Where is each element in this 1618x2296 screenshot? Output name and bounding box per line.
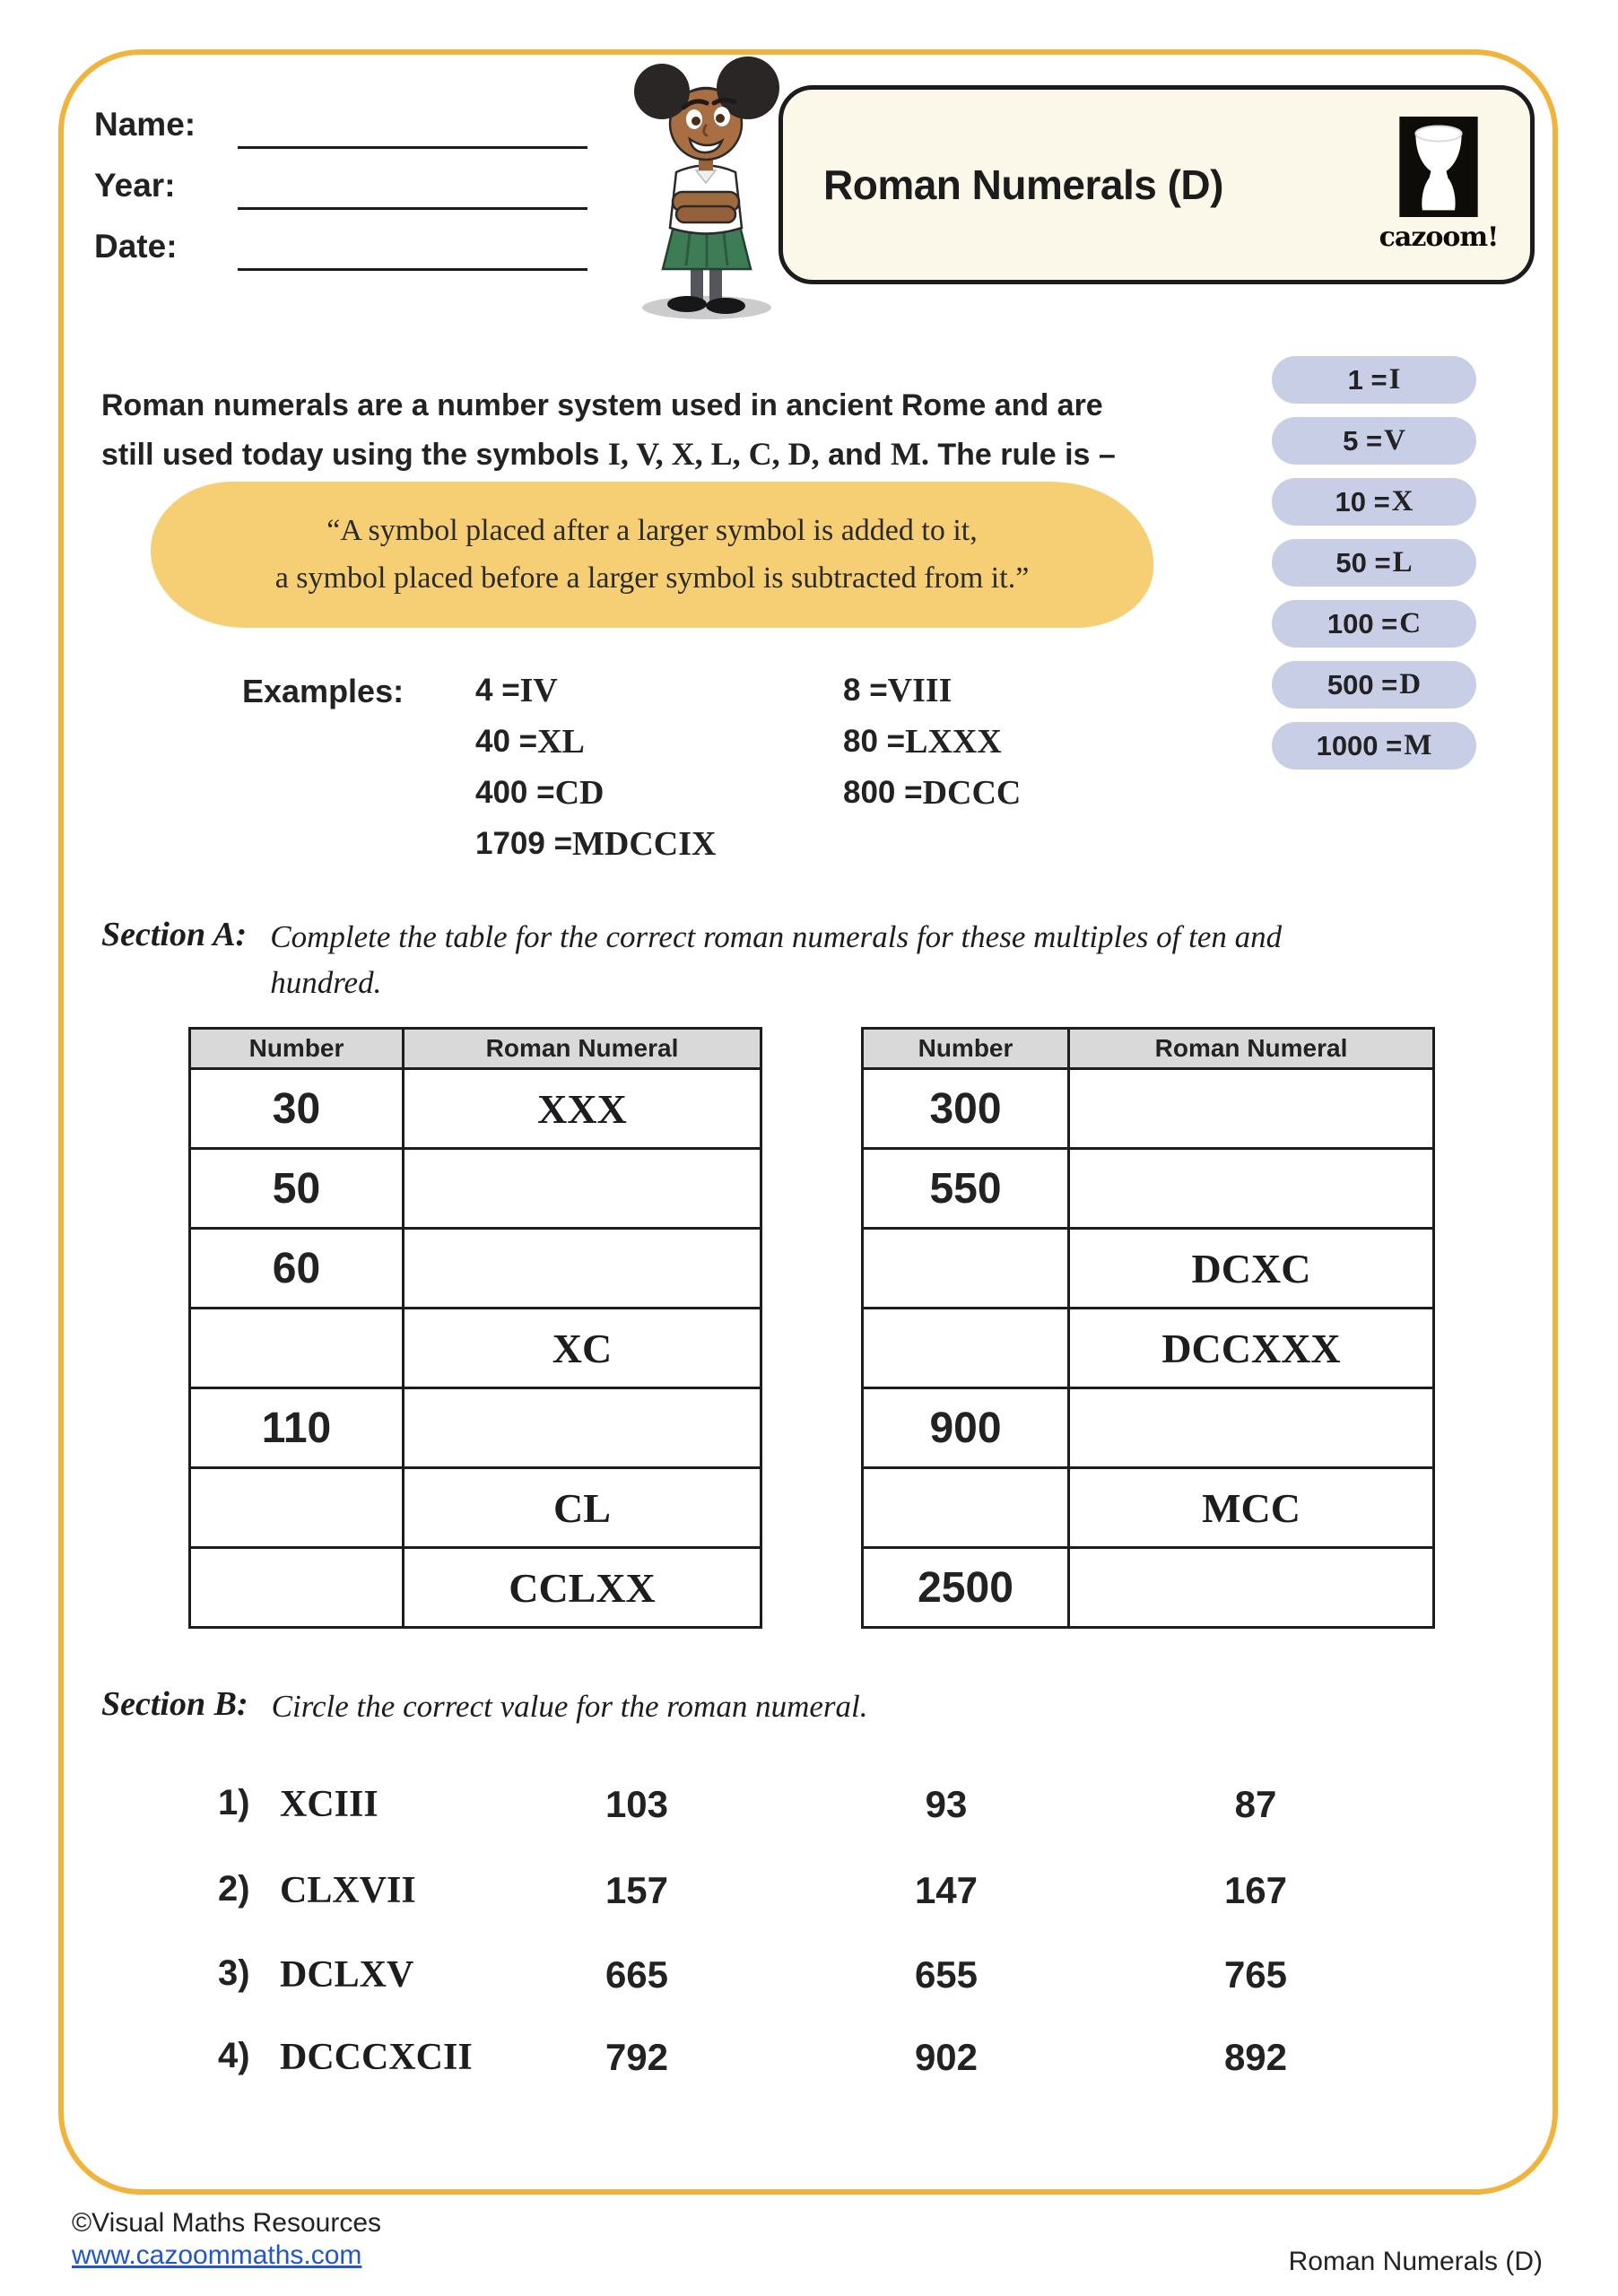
example-item: 80 = LXXX [843, 722, 1002, 761]
question-number: 3) [218, 1953, 250, 1993]
year-input-line[interactable] [238, 207, 587, 210]
examples-column-2 [843, 665, 1021, 818]
number-cell-blank[interactable] [863, 1468, 1069, 1548]
name-label: Name: [94, 106, 196, 143]
table-row [190, 1468, 761, 1548]
table-row [190, 1149, 761, 1229]
page-title: Roman Numerals (D) [823, 161, 1223, 208]
table-row [863, 1468, 1434, 1548]
roman-symbol-m: M. [890, 435, 929, 472]
roman-cell-blank[interactable] [1069, 1149, 1434, 1229]
roman-cell: DCXC [1069, 1229, 1434, 1309]
value-key-pill-50: 50 = L [1272, 539, 1476, 587]
number-cell: 900 [863, 1388, 1069, 1468]
date-input-line[interactable] [238, 268, 587, 271]
example-item: 40 = XL [475, 722, 585, 761]
number-cell: 550 [863, 1149, 1069, 1229]
table-row [863, 1149, 1434, 1229]
roman-symbols-list: I, V, X, L, C, D, [607, 435, 820, 472]
roman-column-header: Roman Numeral [404, 1029, 761, 1069]
value-key-pill-500: 500 = D [1272, 661, 1476, 709]
year-label: Year: [94, 167, 176, 204]
option-value[interactable]: 792 [605, 2036, 669, 2078]
roman-cell-blank[interactable] [404, 1229, 761, 1309]
table-row [190, 1548, 761, 1628]
section-a-label: Section A: [101, 916, 248, 953]
number-cell: 50 [190, 1149, 404, 1229]
table-header-row [863, 1029, 1434, 1069]
roman-cell-blank[interactable] [404, 1149, 761, 1229]
option-value[interactable]: 902 [914, 2036, 979, 2078]
question-roman-numeral: CLXVII [280, 1870, 416, 1911]
section-b-instruction: Circle the correct value for the roman numeral. [271, 1689, 868, 1724]
number-cell-blank[interactable] [863, 1229, 1069, 1309]
question-roman-numeral: DCCCXCII [280, 2037, 473, 2078]
option-value[interactable]: 765 [1223, 1953, 1288, 1996]
roman-cell-blank[interactable] [1069, 1548, 1434, 1628]
number-cell-blank[interactable] [190, 1468, 404, 1548]
question-roman-numeral: DCLXV [280, 1954, 414, 1996]
number-cell: 2500 [863, 1548, 1069, 1628]
roman-cell: XC [404, 1309, 761, 1388]
section-a-table-right [861, 1027, 1435, 1629]
copyright-text: ©Visual Maths Resources [72, 2208, 382, 2238]
table-row [863, 1548, 1434, 1628]
option-value[interactable]: 87 [1234, 1783, 1277, 1825]
examples-column-1 [475, 665, 716, 869]
option-value[interactable]: 665 [605, 1953, 669, 1996]
footer-worksheet-name: Roman Numerals (D) [1288, 2247, 1543, 2276]
roman-cell-blank[interactable] [1069, 1388, 1434, 1468]
table-row [863, 1229, 1434, 1309]
number-column-header: Number [863, 1029, 1069, 1069]
rule-highlight [151, 482, 1153, 628]
worksheet-title-box [779, 85, 1535, 284]
roman-cell: XXX [404, 1069, 761, 1149]
roman-cell: MCC [1069, 1468, 1434, 1548]
table-row [863, 1388, 1434, 1468]
question-number: 4) [218, 2036, 250, 2075]
example-item: 800 = DCCC [843, 773, 1022, 812]
table-row [190, 1388, 761, 1468]
number-cell-blank[interactable] [190, 1309, 404, 1388]
option-value[interactable]: 147 [914, 1869, 979, 1911]
number-column-header: Number [190, 1029, 404, 1069]
number-cell-blank[interactable] [863, 1309, 1069, 1388]
value-key-pill-100: 100 = C [1272, 600, 1476, 648]
cazoom-logo [1370, 117, 1507, 253]
example-item: 8 = VIII [843, 671, 953, 709]
number-cell: 30 [190, 1069, 404, 1149]
option-value[interactable]: 93 [925, 1783, 968, 1825]
name-input-line[interactable] [238, 146, 587, 149]
roman-cell-blank[interactable] [404, 1388, 761, 1468]
rule-line-2: a symbol placed before a larger symbol is subtracted from it.” [274, 561, 1030, 595]
roman-cell: CCLXX [404, 1548, 761, 1628]
table-header-row [190, 1029, 761, 1069]
value-key-pill-5: 5 = V [1272, 417, 1476, 465]
option-value[interactable]: 892 [1223, 2036, 1288, 2078]
number-cell: 300 [863, 1069, 1069, 1149]
value-key-pill-1: 1 = I [1272, 356, 1476, 404]
student-character-illustration [617, 52, 793, 323]
roman-cell: CL [404, 1468, 761, 1548]
table-row [190, 1309, 761, 1388]
section-a-heading [101, 915, 1447, 1006]
number-cell: 60 [190, 1229, 404, 1309]
section-a-table-left [188, 1027, 762, 1629]
section-b-label: Section B: [101, 1685, 248, 1723]
cazoom-logo-text: cazoom! [1379, 222, 1499, 253]
date-row [94, 222, 587, 283]
examples-label: Examples: [242, 673, 404, 709]
number-cell-blank[interactable] [190, 1548, 404, 1628]
roman-column-header: Roman Numeral [1069, 1029, 1434, 1069]
roman-cell-blank[interactable] [1069, 1069, 1434, 1149]
intro-line-2: still used today using the symbols I, V, X, L, C, D, and M. The rule is – [101, 435, 1116, 472]
name-row [94, 100, 587, 161]
question-row-1 [0, 1783, 1618, 1830]
value-key-pill-10: 10 = X [1272, 478, 1476, 526]
section-a-instruction: Complete the table for the correct roman numerals for these multiples of ten and hundred. [270, 919, 1283, 1000]
question-row-4 [0, 2036, 1618, 2083]
question-roman-numeral: XCIII [280, 1784, 378, 1825]
example-item: 1709 = MDCCIX [475, 824, 717, 863]
intro-line-1: Roman numerals are a number system used in ancient Rome and are [101, 388, 1103, 422]
website-link[interactable]: www.cazoommaths.com [72, 2240, 362, 2270]
roman-cell: DCCXXX [1069, 1309, 1434, 1388]
option-value[interactable]: 167 [1223, 1869, 1288, 1911]
option-value[interactable]: 655 [914, 1953, 979, 1996]
cazoom-drum-icon [1399, 117, 1478, 217]
date-label: Date: [94, 228, 178, 265]
table-row [863, 1069, 1434, 1149]
option-value[interactable]: 103 [605, 1783, 669, 1825]
example-item: 400 = CD [475, 773, 605, 812]
option-value[interactable]: 157 [605, 1869, 669, 1911]
question-row-2 [0, 1869, 1618, 1916]
question-number: 2) [218, 1869, 250, 1909]
value-key-list [1272, 356, 1476, 770]
student-info-block [94, 100, 587, 283]
example-item: 4 = IV [475, 671, 558, 709]
year-row [94, 161, 587, 222]
value-key-pill-1000: 1000 = M [1272, 722, 1476, 770]
table-row [863, 1309, 1434, 1388]
rule-line-1: “A symbol placed after a larger symbol is added to it, [326, 513, 978, 547]
question-row-3 [0, 1953, 1618, 2000]
intro-text [101, 382, 1276, 479]
table-row [190, 1069, 761, 1149]
question-number: 1) [218, 1783, 250, 1822]
table-row [190, 1229, 761, 1309]
section-b-heading [101, 1684, 1447, 1730]
number-cell: 110 [190, 1388, 404, 1468]
